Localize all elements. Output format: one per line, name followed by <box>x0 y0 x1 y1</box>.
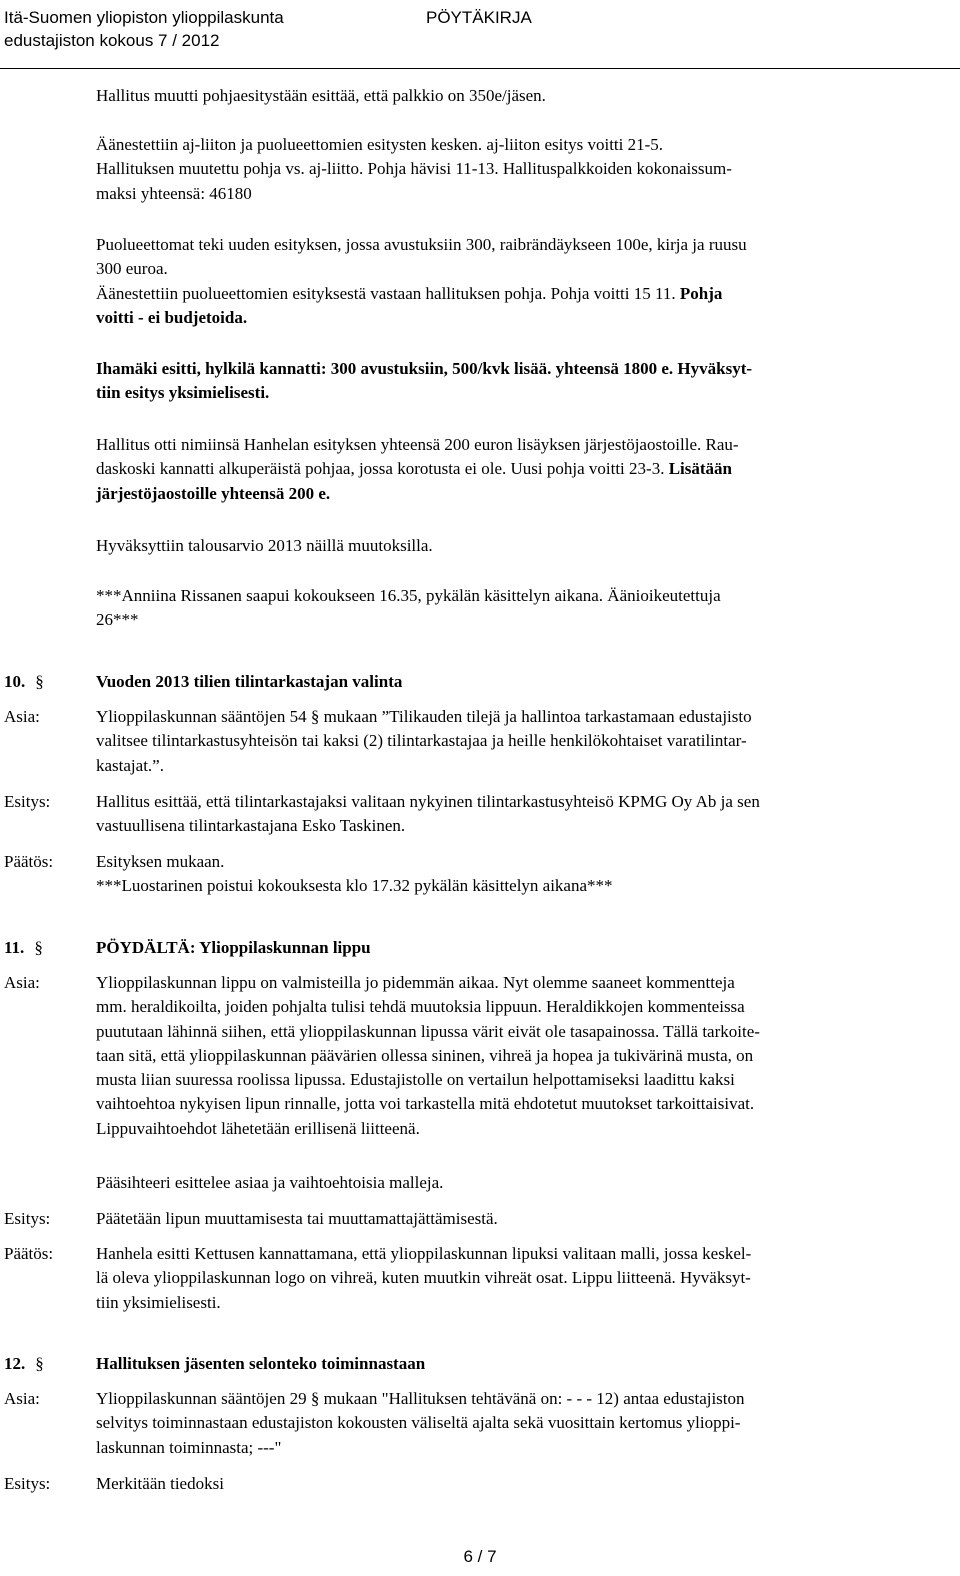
text-line: Merkitään tiedoksi <box>96 1474 224 1493</box>
label-esitys: Esitys: <box>4 1474 51 1493</box>
text-line: Hanhela esitti Kettusen kannattamana, että ylioppilaskunnan lipuksi valitaan malli, jossa keskel- <box>96 1244 752 1263</box>
text-line: Ylioppilaskunnan sääntöjen 29 § mukaan "Hallituksen tehtävänä on: - - - 12) antaa edustajiston <box>96 1389 745 1408</box>
section-sign: § <box>34 938 43 957</box>
label-paatos: Päätös: <box>4 1244 54 1263</box>
paragraph-rissanen-arrival <box>96 584 930 633</box>
text-line: lä oleva ylioppilaskunnan logo on vihreä, kuten muutkin vihreät osat. Lippu liitteenä. Hyväksyt- <box>96 1268 751 1288</box>
text-line: ***Anniina Rissanen saapui kokoukseen 16.35, pykälän käsittelyn aikana. Äänioikeutettuja <box>96 586 721 605</box>
text-line: Ylioppilaskunnan sääntöjen 54 § mukaan ”Tilikauden tilejä ja hallintoa tarkastamaan edustajisto <box>96 707 752 726</box>
text-line: Puolueettomat teki uuden esityksen, jossa avustuksiin 300, raibrändäykseen 100e, kirja ja ruusu <box>96 235 747 254</box>
text-line <box>96 457 930 481</box>
section-12-asia <box>96 1387 930 1460</box>
label-esitys: Esitys: <box>4 792 51 811</box>
paragraph-hanhela-proposal <box>96 433 930 506</box>
text-line: vaihtoehtoa nykyisen lipun rinnalle, jotta voi tarkastella mitä ehdotetut muutokset tarkoittaisivat. <box>96 1094 755 1114</box>
section-sign: § <box>35 1354 44 1373</box>
text-line: Äänestettiin aj-liiton ja puolueettomien esitysten kesken. aj-liiton esitys voitti 21-5. <box>96 135 664 154</box>
text-line: Hallitus esittää, että tilintarkastajaksi valitaan nykyinen tilintarkastusyhteisö KPMG Oy Ab ja sen <box>96 792 760 811</box>
section-10-number <box>4 670 44 694</box>
text-line: taan sitä, että ylioppilaskunnan päävärien ollessa sininen, vihreä ja hopea ja tukivärinä musta, on <box>96 1045 754 1065</box>
text-line: musta liian suuressa roolissa lipussa. Edustajistolle on vertailun helpottamiseksi laadittu kaksi <box>96 1070 735 1090</box>
bold-text: Lisätään <box>668 459 732 479</box>
text-line: Pääsihteeri esittelee asiaa ja vaihtoehtoisia malleja. <box>96 1173 444 1192</box>
paragraph-vote-aj-liitto <box>96 133 930 206</box>
paragraph-board-fee <box>96 84 930 108</box>
section-11-esitys <box>96 1207 930 1231</box>
section-10-title: Vuoden 2013 tilien tilintarkastajan valinta <box>96 672 403 691</box>
label-asia: Asia: <box>4 707 40 726</box>
section-12-title: Hallituksen jäsenten selonteko toiminnastaan <box>96 1354 426 1373</box>
section-12-esitys <box>96 1472 930 1496</box>
label-asia: Asia: <box>4 973 40 992</box>
text-segment: Äänestettiin puolueettomien esityksestä vastaan hallituksen pohja. Pohja voitti 15 11. <box>96 283 680 303</box>
text-line: Lippuvaihtoehdot lähetetään erillisenä liitteenä. <box>96 1118 420 1138</box>
text-line: Hallituksen muutettu pohja vs. aj-liitto. Pohja hävisi 11-13. Hallituspalkkoiden kokonaissum- <box>96 159 732 179</box>
label-paatos: Päätös: <box>4 852 54 871</box>
bold-text: tiin esitys yksimielisesti. <box>96 383 270 403</box>
text-line: Esityksen mukaan. <box>96 852 225 871</box>
text-line: vastuullisena tilintarkastajana Esko Taskinen. <box>96 816 406 836</box>
text-line: 26*** <box>96 610 139 630</box>
text-line: Hallitus muutti pohjaesitystään esittää, että palkkio on 350e/jäsen. <box>96 86 546 105</box>
text-line: Päätetään lipun muuttamisesta tai muuttamattajättämisestä. <box>96 1209 498 1228</box>
section-11-asia <box>96 971 930 1141</box>
paragraph-independents-proposal <box>96 233 930 330</box>
text-line: puututaan lähinnä siihen, että ylioppilaskunnan lipussa värit eivät ole tasapainossa. Tällä tarkoite- <box>96 1021 760 1041</box>
section-11-title: PÖYDÄLTÄ: Ylioppilaskunnan lippu <box>96 938 371 957</box>
text-line: Ylioppilaskunnan lippu on valmisteilla jo pidemmän aikaa. Nyt olemme saaneet kommentteja <box>96 973 735 992</box>
text-line <box>96 282 930 306</box>
bold-text: Pohja <box>679 283 723 303</box>
section-11-number <box>4 936 43 960</box>
bold-text: Ihamäki esitti, hylkilä kannatti: 300 avustuksiin, 500/kvk lisää. yhteensä 1800 e. Hyväksyt- <box>96 359 753 378</box>
section-number: 10. <box>4 672 26 691</box>
text-line: Hallitus otti nimiinsä Hanhelan esityksen yhteensä 200 euron lisäyksen järjestöjaostoille. Rau- <box>96 435 739 454</box>
label-asia: Asia: <box>4 1389 40 1408</box>
paragraph-ihamaki-proposal <box>96 357 930 406</box>
text-line: kastajat.”. <box>96 755 164 775</box>
text-line: 300 euroa. <box>96 259 168 279</box>
label-esitys: Esitys: <box>4 1209 51 1228</box>
text-line: maksi yhteensä: 46180 <box>96 183 252 203</box>
text-line: valitsee tilintarkastusyhteisön tai kaksi (2) tilintarkastajaa ja heille henkilökohtaiset varatilintar- <box>96 731 747 751</box>
page-header <box>0 0 960 72</box>
meeting-name: edustajiston kokous 7 / 2012 <box>4 31 220 50</box>
section-sign: § <box>35 672 44 691</box>
text-line: laskunnan toiminnasta; ---" <box>96 1437 282 1457</box>
document-type: PÖYTÄKIRJA <box>426 8 532 27</box>
bold-text: voitti - ei budjetoida. <box>96 307 248 327</box>
text-line: mm. heraldikoilta, joiden pohjalta tulisi tehdä muutoksia lippuun. Heraldikkojen kommenteissa <box>96 997 745 1017</box>
section-11-paatos <box>96 1242 930 1315</box>
section-10-asia <box>96 705 930 778</box>
text-segment: daskoski kannatti alkuperäistä pohjaa, jossa korotusta ei ole. Uusi pohja voitti 23-3. <box>96 459 669 479</box>
section-11-asia-note <box>96 1171 930 1195</box>
text-line: ***Luostarinen poistui kokouksesta klo 17.32 pykälän käsittelyn aikana*** <box>96 876 613 896</box>
section-number: 11. <box>4 938 25 957</box>
paragraph-budget-approved <box>96 534 930 558</box>
text-line: Hyväksyttiin talousarvio 2013 näillä muutoksilla. <box>96 536 433 555</box>
section-12-number <box>4 1352 44 1376</box>
text-line: tiin yksimielisesti. <box>96 1292 221 1312</box>
page-number: 6 / 7 <box>463 1547 497 1566</box>
section-10-esitys <box>96 790 930 839</box>
header-rule <box>0 68 960 69</box>
text-line: selvitys toiminnastaan edustajiston kokousten väliseltä ajalta sekä vuosittain kertomus ylioppi- <box>96 1413 741 1433</box>
organization-name: Itä-Suomen yliopiston ylioppilaskunta <box>4 8 284 27</box>
bold-text: järjestöjaostoille yhteensä 200 e. <box>96 483 331 503</box>
section-number: 12. <box>4 1354 26 1373</box>
section-10-paatos <box>96 850 930 899</box>
